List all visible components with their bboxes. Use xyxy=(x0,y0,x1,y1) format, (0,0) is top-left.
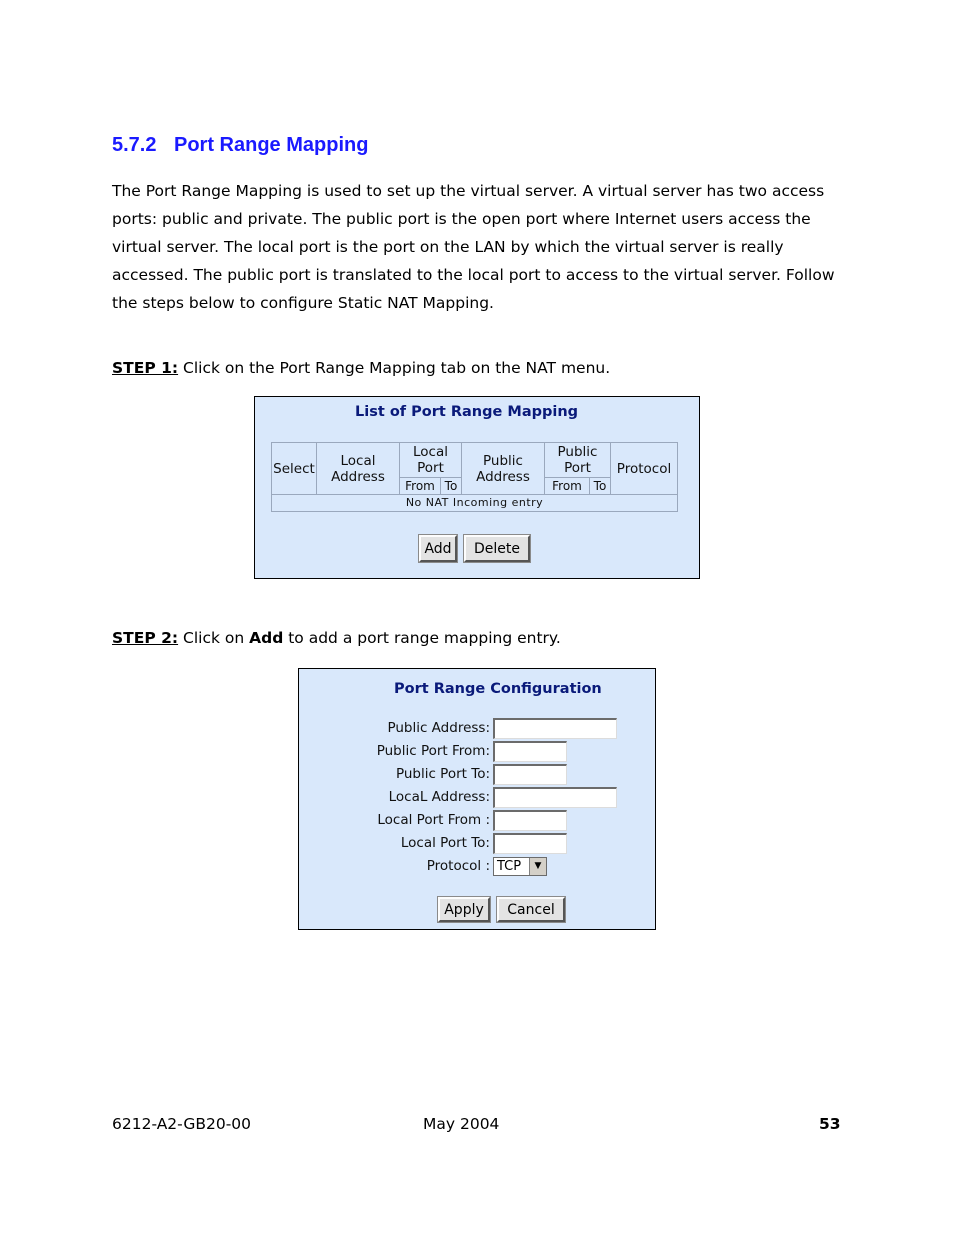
step-2-label: STEP 2: xyxy=(112,629,179,647)
cancel-button[interactable]: Cancel xyxy=(497,897,565,922)
col-public-address xyxy=(462,443,545,495)
step-2-text-before: Click on xyxy=(178,629,250,647)
local-port-from-label: Local Port From : xyxy=(377,812,490,828)
intro-paragraph xyxy=(112,177,852,317)
empty-row-message: No NAT Incoming entry xyxy=(272,495,678,512)
add-button[interactable]: Add xyxy=(419,535,457,562)
intro-line: ports: public and private. The public port is the open port where Internet users access the xyxy=(112,210,811,228)
public-address-label: Public Address: xyxy=(387,720,490,736)
col-public-port xyxy=(545,443,611,478)
public-port-to-label: Public Port To: xyxy=(395,766,490,782)
col-local-address-line1: Local xyxy=(340,452,376,469)
public-port-to-input[interactable] xyxy=(493,764,567,785)
public-port-from-label: Public Port From: xyxy=(376,743,490,759)
col-protocol: Protocol xyxy=(611,443,678,495)
col-local-address xyxy=(317,443,400,495)
intro-line: the steps below to configure Static NAT Mapping. xyxy=(112,294,494,312)
config-panel-title: Port Range Configuration xyxy=(394,681,602,697)
step-1 xyxy=(112,359,610,377)
col-public-address-line1: Public xyxy=(483,452,523,469)
intro-line: The Port Range Mapping is used to set up the virtual server. A virtual server has two access xyxy=(112,182,825,200)
config-panel xyxy=(298,668,656,930)
local-port-to-label: Local Port To: xyxy=(400,835,490,851)
delete-button[interactable]: Delete xyxy=(464,535,530,562)
step-2-text-after: to add a port range mapping entry. xyxy=(283,629,561,647)
col-public-port-line2: Port xyxy=(564,460,591,476)
step-1-text: Click on the Port Range Mapping tab on the NAT menu. xyxy=(178,359,611,377)
protocol-select[interactable] xyxy=(493,857,547,876)
intro-line: virtual server. The local port is the port on the LAN by which the virtual server is really xyxy=(112,238,784,256)
local-address-input[interactable] xyxy=(493,787,617,808)
local-port-to-input[interactable] xyxy=(493,833,567,854)
section-title: Port Range Mapping xyxy=(174,134,369,156)
section-number: 5.7.2 xyxy=(112,134,157,156)
local-port-from-input[interactable] xyxy=(493,810,567,831)
col-local-port-from: From xyxy=(400,478,441,495)
col-public-address-line2: Address xyxy=(476,468,530,485)
col-public-port-to: To xyxy=(590,478,611,495)
col-public-port-from: From xyxy=(545,478,590,495)
col-local-port-line2: Port xyxy=(417,460,444,476)
list-panel-title: List of Port Range Mapping xyxy=(355,404,579,420)
footer-page-number: 53 xyxy=(819,1115,841,1133)
protocol-label: Protocol : xyxy=(426,858,490,874)
local-address-label: LocaL Address: xyxy=(388,789,490,805)
chevron-down-icon[interactable]: ▼ xyxy=(529,858,546,875)
col-local-port-to: To xyxy=(441,478,462,495)
col-local-address-line2: Address xyxy=(331,468,385,485)
col-local-port-line1: Local xyxy=(413,444,448,460)
col-public-port-line1: Public xyxy=(557,444,598,460)
step-2 xyxy=(112,629,561,647)
footer-doc-number: 6212-A2-GB20-00 xyxy=(112,1115,252,1133)
footer-date: May 2004 xyxy=(423,1115,500,1133)
col-local-port xyxy=(400,443,462,478)
step-2-bold: Add xyxy=(249,629,284,647)
public-port-from-input[interactable] xyxy=(493,741,567,762)
col-select: Select xyxy=(272,443,317,495)
list-panel xyxy=(254,396,700,579)
protocol-select-value: TCP xyxy=(497,859,522,874)
apply-button[interactable]: Apply xyxy=(438,897,490,922)
mapping-table xyxy=(271,442,678,512)
step-1-label: STEP 1: xyxy=(112,359,179,377)
section-heading xyxy=(112,134,368,157)
public-address-input[interactable] xyxy=(493,718,617,739)
intro-line: accessed. The public port is translated to the local port to access to the virtual server. Follow xyxy=(112,266,835,284)
